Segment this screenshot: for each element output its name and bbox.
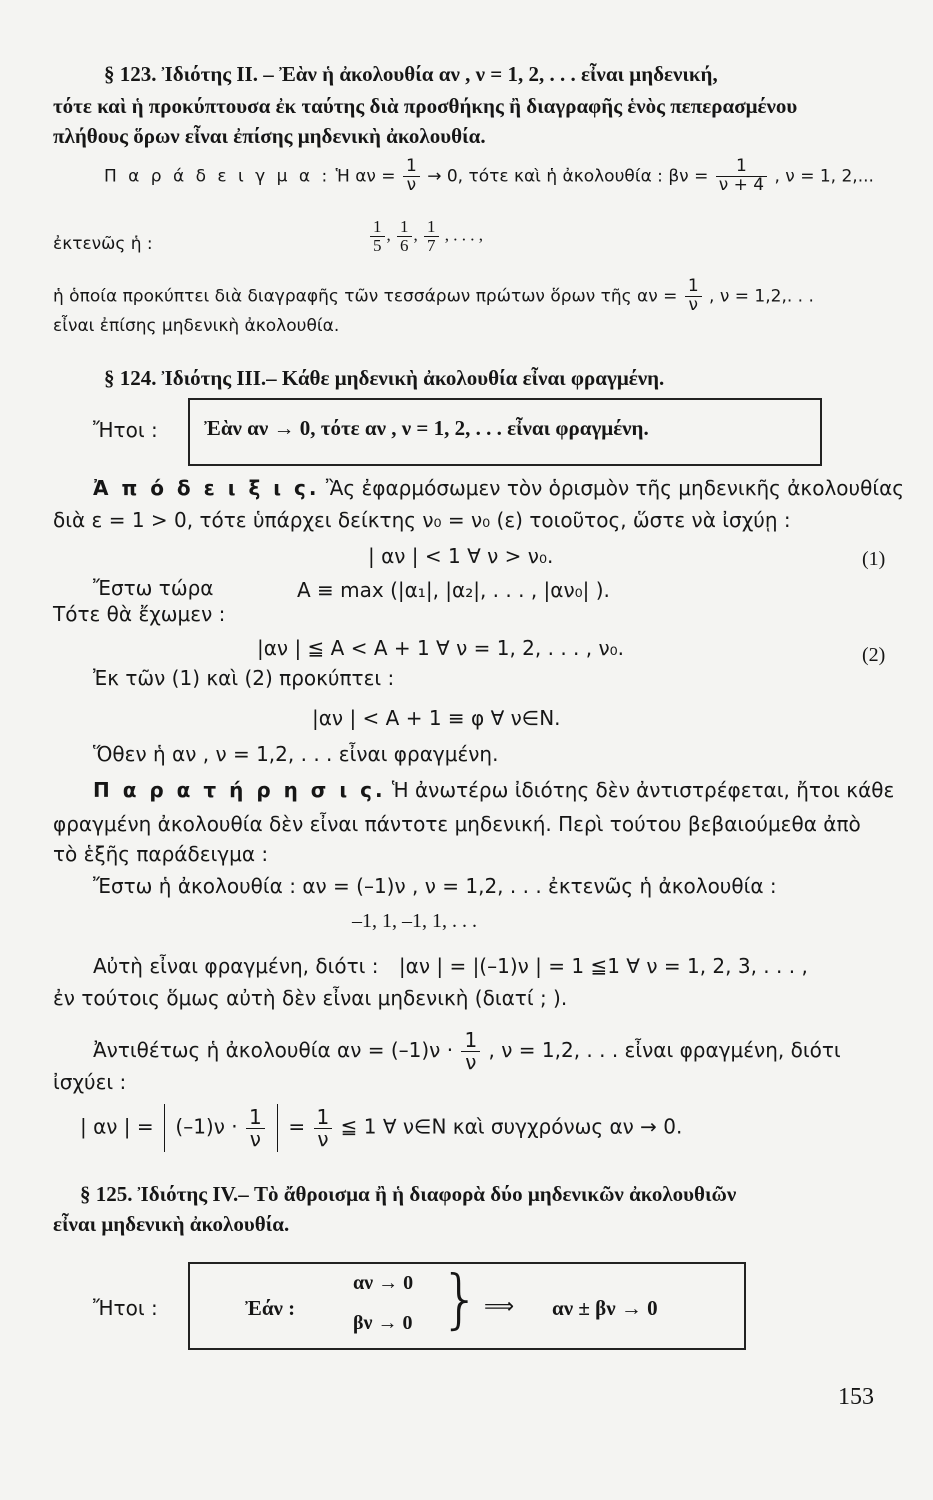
remark-line-a — [93, 778, 894, 802]
sum-result: αν ± βν → 0 — [552, 1296, 658, 1320]
fraction-1-over-nu: $\frac{1}{\nu}$ — [403, 158, 420, 195]
final-a: | αν | = — [80, 1114, 154, 1139]
anti-line — [93, 1030, 841, 1073]
section-125-heading-b: εἶναι μηδενικὴ ἀκολουθία. — [53, 1212, 290, 1236]
proof-text-a: Ἂς ἐφαρμόσωμεν τὸν ὁρισμὸν τῆς μηδενικῆς ἀκολουθίας — [325, 476, 905, 500]
example-b: → 0, τότε καὶ ἡ ἀκολουθία : βν = — [427, 166, 709, 187]
abs-bar-right — [277, 1104, 278, 1152]
etoi-label: Ἤτοι : — [93, 418, 158, 442]
bounded-formula: |αν | = |(–1)ν | = 1 ≦1 ∀ ν = 1, 2, 3, . . . , — [398, 954, 808, 978]
max-definition: A ≡ max (|α₁|, |α₂|, . . . , |αν₀| ). — [297, 578, 610, 602]
example-c: , ν = 1, 2,... — [774, 166, 874, 187]
sequence-expanded: –1, 1, –1, 1, . . . — [352, 910, 477, 932]
implies-arrow-icon: ⟹ — [484, 1294, 515, 1318]
deletion-line — [53, 278, 814, 315]
example-label: Π α ρ ά δ ε ι γ μ α : — [104, 166, 331, 187]
theorem-statement: Ἐὰν αν → 0, τότε αν , ν = 1, 2, . . . εἶναι φραγμένη. — [204, 416, 649, 440]
inequality-1: | αν | < 1 ∀ ν > ν₀. — [368, 544, 554, 568]
proof-line-b: διὰ ε = 1 > 0, τότε ὑπάρχει δείκτης ν₀ = ν₀ (ε) τοιοῦτος, ὥστε νὰ ἰσχύῃ : — [53, 508, 791, 532]
section-124-heading: § 124. Ἰδιότης III.– Κάθε μηδενικὴ ἀκολουθία εἶναι φραγμένη. — [104, 366, 665, 390]
final-c: = — [288, 1114, 306, 1139]
final-d: ≦ 1 ∀ ν∈N καὶ συγχρόνως αν → 0. — [340, 1114, 683, 1139]
right-brace-icon: } — [440, 1263, 481, 1337]
remark-text-a: Ἡ ἀνωτέρω ἰδιότης δὲν ἀντιστρέφεται, ἤτοι κάθε — [391, 778, 895, 802]
remark-line-c: τὸ ἑξῆς παράδειγμα : — [53, 842, 269, 866]
series-dots: , . . . , — [444, 225, 483, 245]
deletion-text: ἡ ὁποία προκύπτει διὰ διαγραφῆς τῶν τεσσάρων πρώτων ὅρων τῆς αν = — [53, 286, 678, 307]
ek-line: Ἐκ τῶν (1) καὶ (2) προκύπτει : — [93, 666, 395, 690]
anti-text-a: Ἀντιθέτως ἡ ἀκολουθία αν = (–1)ν · — [93, 1038, 454, 1062]
inequality-2: |αν | ≦ A < A + 1 ∀ ν = 1, 2, . . . , ν₀. — [257, 636, 625, 660]
section-125-heading: § 125. Ἰδιότης IV.– Τὸ ἄθροισμα ἢ ἡ διαφορὰ δύο μηδενικῶν ἀκολουθιῶν — [80, 1182, 737, 1206]
tote-line: Τότε θὰ ἔχωμεν : — [53, 602, 226, 626]
equation-number-2: (2) — [862, 644, 886, 666]
ischyei-label: ἰσχύει : — [53, 1070, 127, 1094]
bounded-line — [93, 954, 808, 978]
final-b: (–1)ν · — [175, 1114, 238, 1139]
proof-label: Ἀ π ό δ ε ι ξ ι ς. — [93, 476, 320, 500]
deletion-tail: , ν = 1,2,. . . — [709, 286, 814, 307]
condition-1: αν → 0 — [353, 1272, 414, 1294]
remark-label: Π α ρ α τ ή ρ η σ ι ς. — [93, 778, 386, 802]
ektenos-label: ἐκτενῶς ἡ : — [53, 234, 153, 254]
example-line — [104, 158, 874, 195]
fractions-series: $\frac{1}{5}$ , $\frac{1}{6}$ , $\frac{1}{7}$ , . . . , — [368, 218, 483, 255]
section-123-heading: § 123. Ἰδιότης II. – Ἐὰν ἡ ἀκολουθία αν , ν = 1, 2, . . . εἶναι μηδενική, — [104, 62, 718, 86]
zero-sequence-line: εἶναι ἐπίσης μηδενικὴ ἀκολουθία. — [53, 316, 340, 336]
fraction-1-over-nu-plus-4: $\frac{1}{\nu + 4}$ — [716, 158, 767, 195]
fraction-1-over-nu-c: $\frac{1}{\nu}$ — [461, 1030, 480, 1073]
fraction-1-over-nu-b: $\frac{1}{\nu}$ — [685, 278, 702, 315]
abs-bar-left — [164, 1104, 165, 1152]
fraction-1-over-nu-d: $\frac{1}{\nu}$ — [246, 1107, 265, 1150]
esto-tora: Ἔστω τώρα — [93, 576, 214, 600]
etoi-label-2: Ἤτοι : — [93, 1296, 158, 1320]
section-123-line2: τότε καὶ ἡ προκύπτουσα ἐκ ταύτης διὰ προσθήκης ἢ διαγραφῆς ἑνὸς πεπερασμένου — [53, 94, 798, 118]
remark-line-b: φραγμένη ἀκολουθία δὲν εἶναι πάντοτε μηδενική. Περὶ τούτου βεβαιούμεθα ἀπὸ — [53, 812, 861, 836]
bounded-text: Αὐτὴ εἶναι φραγμένη, διότι : — [93, 954, 379, 978]
sequence-definition: Ἔστω ἡ ἀκολουθία : αν = (–1)ν , ν = 1,2, . . . ἐκτενῶς ἡ ἀκολουθία : — [93, 874, 777, 898]
equation-number-1: (1) — [862, 548, 886, 570]
example-a: Ἡ αν = — [335, 166, 396, 187]
anti-text-b: , ν = 1,2, . . . εἶναι φραγμένη, διότι — [488, 1038, 841, 1062]
not-zero-line: ἐν τούτοις ὅμως αὐτὴ δὲν εἶναι μηδενικὴ (διατί ; ). — [53, 986, 568, 1010]
condition-2: βν → 0 — [353, 1312, 413, 1334]
proof-line-a — [93, 476, 904, 500]
page-number: 153 — [838, 1384, 874, 1410]
final-inequality — [80, 1104, 682, 1152]
ean-label: Ἐάν : — [245, 1296, 296, 1320]
fraction-1-7: $\frac{1}{7}$ — [424, 218, 439, 255]
fraction-1-5: $\frac{1}{5}$ — [370, 218, 385, 255]
fraction-1-over-nu-e: $\frac{1}{\nu}$ — [314, 1107, 333, 1150]
othen-line: Ὅθεν ἡ αν , ν = 1,2, . . . εἶναι φραγμένη. — [93, 742, 499, 766]
inequality-3: |αν | < A + 1 ≡ φ ∀ ν∈N. — [312, 706, 561, 730]
fraction-1-6: $\frac{1}{6}$ — [397, 218, 412, 255]
section-123-line3: πλήθους ὅρων εἶναι ἐπίσης μηδενικὴ ἀκολουθία. — [53, 124, 486, 148]
